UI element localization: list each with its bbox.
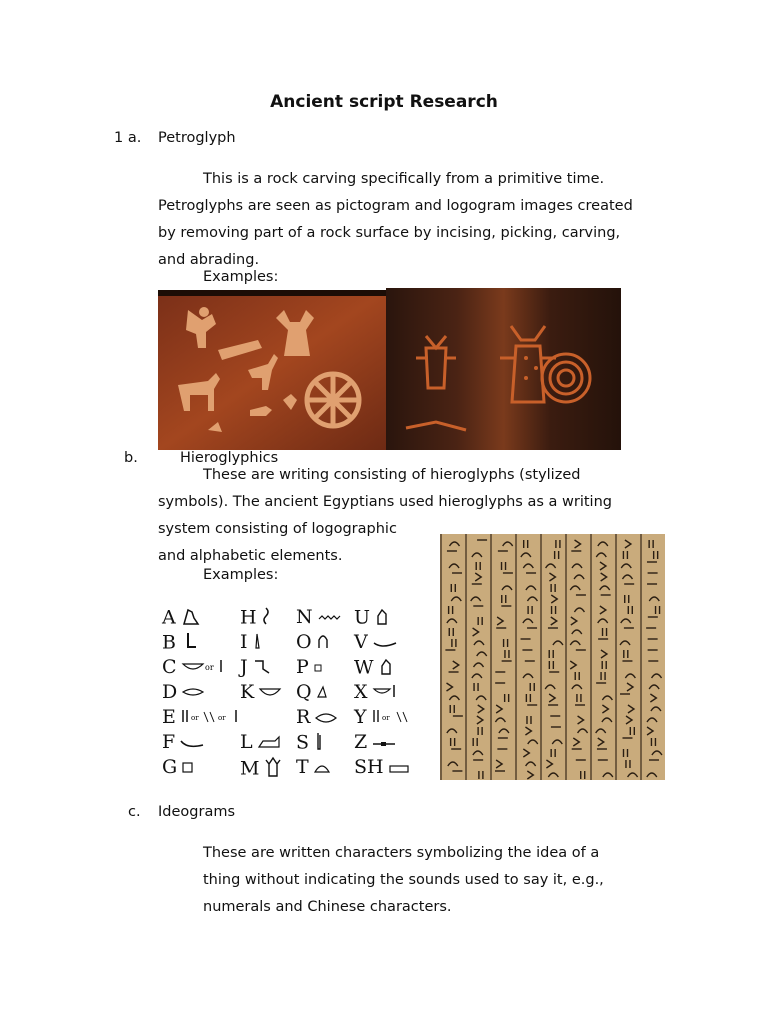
alphabet-letter: K	[240, 681, 255, 703]
alphabet-letter: L	[240, 731, 253, 753]
alphabet-letter: B	[162, 631, 176, 654]
mouth-glyph-icon	[314, 707, 338, 729]
alphabet-row	[162, 606, 200, 631]
alphabet-letter: V	[354, 631, 368, 653]
alphabet-row	[240, 756, 283, 783]
alphabet-letter: C	[162, 656, 177, 678]
alphabet-row	[296, 756, 331, 779]
quail-glyph-icon	[378, 656, 394, 681]
lasso-glyph-icon	[316, 632, 330, 655]
page-title: Ancient script Research	[270, 92, 498, 112]
alphabet-letter: N	[296, 606, 313, 628]
alphabet-row	[296, 656, 323, 679]
section-b-line-1: These are writing consisting of hieroglyphs (stylized	[203, 467, 581, 483]
viper-glyph-icon	[179, 732, 205, 754]
alphabet-row	[240, 681, 282, 704]
alphabet-letter: Z	[354, 731, 368, 753]
alphabet-row	[240, 731, 281, 754]
alphabet-row	[354, 631, 398, 654]
vulture-glyph-icon	[180, 606, 200, 631]
section-c-line-3: numerals and Chinese characters.	[203, 899, 452, 915]
basket-handle-glyph-icon	[258, 682, 282, 704]
section-b-line-3: system consisting of logographic	[158, 521, 397, 537]
folded-cloth-glyph-icon	[313, 731, 323, 756]
water-glyph-icon	[317, 607, 343, 629]
alphabet-row	[354, 731, 397, 754]
alphabet-letter: A	[162, 606, 176, 629]
alphabet-row	[162, 756, 195, 779]
bread-glyph-icon	[313, 757, 331, 779]
section-c-line-2: thing without indicating the sounds used to say it, e.g.,	[203, 872, 604, 888]
alphabet-letter: R	[296, 706, 311, 728]
alphabet-letter: P	[296, 656, 309, 678]
alphabet-letter: U	[354, 606, 371, 629]
alphabet-row	[162, 656, 229, 679]
alphabet-row	[162, 706, 244, 729]
alphabet-letter: J	[240, 656, 248, 678]
alphabet-row	[296, 731, 323, 756]
alphabet-letter: SH	[354, 756, 384, 778]
or-label: or	[381, 714, 390, 722]
section-a-line-3: by removing part of a rock surface by incising, picking, carving,	[158, 225, 621, 241]
alphabet-row	[240, 606, 271, 631]
alphabet-letter: H	[240, 606, 257, 629]
reed-glyph-icon	[180, 707, 244, 729]
alphabet-row	[354, 656, 394, 681]
alphabet-letter: M	[240, 757, 260, 780]
section-a-marker: 1 a.	[114, 130, 142, 146]
section-a-line-1: This is a rock carving specifically from a primitive time.	[203, 171, 605, 187]
alphabet-row	[296, 606, 343, 629]
alphabet-row	[296, 681, 328, 704]
twisted-flax-glyph-icon	[261, 606, 271, 631]
alphabet-letter: G	[162, 756, 178, 778]
section-a-heading: Petroglyph	[158, 130, 236, 146]
alphabet-row	[354, 681, 398, 704]
section-b-examples-label: Examples:	[203, 567, 279, 583]
hill-glyph-icon	[316, 682, 328, 704]
alphabet-row	[296, 706, 338, 729]
basket-glyph-icon	[181, 657, 229, 679]
section-a-line-2: Petroglyphs are seen as pictogram and logogram images created	[158, 198, 633, 214]
alphabet-row	[354, 706, 411, 729]
alphabet-letter: W	[354, 656, 374, 679]
alphabet-row	[162, 681, 205, 704]
section-b-heading: Hieroglyphics	[180, 450, 279, 466]
alphabet-letter: E	[162, 706, 176, 728]
pool-glyph-icon	[388, 757, 410, 779]
section-b-line-2: symbols). The ancient Egyptians used hieroglyphs as a writing	[158, 494, 612, 510]
alphabet-letter: O	[296, 631, 312, 653]
section-c-marker: c.	[128, 804, 141, 820]
section-b-line-4: and alphabetic elements.	[158, 548, 343, 564]
double-reed-glyph-icon	[371, 707, 411, 729]
alphabet-letter: Q	[296, 681, 312, 703]
hieroglyph-papyrus-photo	[440, 534, 665, 780]
jar-stand-glyph-icon	[181, 757, 195, 779]
alphabet-row	[162, 731, 205, 754]
alphabet-row	[296, 631, 330, 655]
section-c-line-1: These are written characters symbolizing the idea of a	[203, 845, 600, 861]
alphabet-letter: I	[240, 631, 248, 653]
petroglyph-photo-right	[386, 288, 621, 450]
lion-glyph-icon	[257, 732, 281, 754]
section-b-marker: b.	[124, 450, 138, 466]
quail-chick-glyph-icon	[374, 606, 390, 631]
door-bolt-glyph-icon	[371, 732, 397, 754]
stool-glyph-icon	[313, 657, 323, 679]
horned-viper-glyph-icon	[372, 632, 398, 654]
reed-leaf-glyph-icon	[252, 632, 262, 655]
alphabet-row	[354, 756, 410, 779]
or-label: or	[204, 663, 214, 672]
basket-bolt-glyph-icon	[372, 682, 398, 704]
hieroglyph-alphabet-chart	[162, 604, 422, 784]
alphabet-letter: S	[296, 731, 310, 754]
section-c-heading: Ideograms	[158, 804, 236, 820]
alphabet-letter: X	[354, 681, 368, 703]
petroglyph-photo-left	[158, 290, 386, 450]
alphabet-row	[240, 631, 262, 655]
or-label: or	[190, 714, 199, 722]
alphabet-letter: Y	[354, 706, 367, 728]
alphabet-letter: F	[162, 731, 176, 753]
alphabet-row	[162, 631, 200, 656]
cobra-glyph-icon	[252, 657, 272, 680]
alphabet-letter: D	[162, 681, 178, 703]
foot-glyph-icon	[180, 631, 200, 656]
section-a-examples-label: Examples:	[203, 269, 279, 285]
alphabet-row	[354, 606, 390, 631]
or-label: or	[217, 714, 226, 722]
owl-glyph-icon	[263, 756, 283, 783]
hand-glyph-icon	[181, 682, 205, 704]
alphabet-row	[240, 656, 272, 680]
section-a-line-4: and abrading.	[158, 252, 260, 268]
alphabet-letter: T	[296, 756, 309, 778]
